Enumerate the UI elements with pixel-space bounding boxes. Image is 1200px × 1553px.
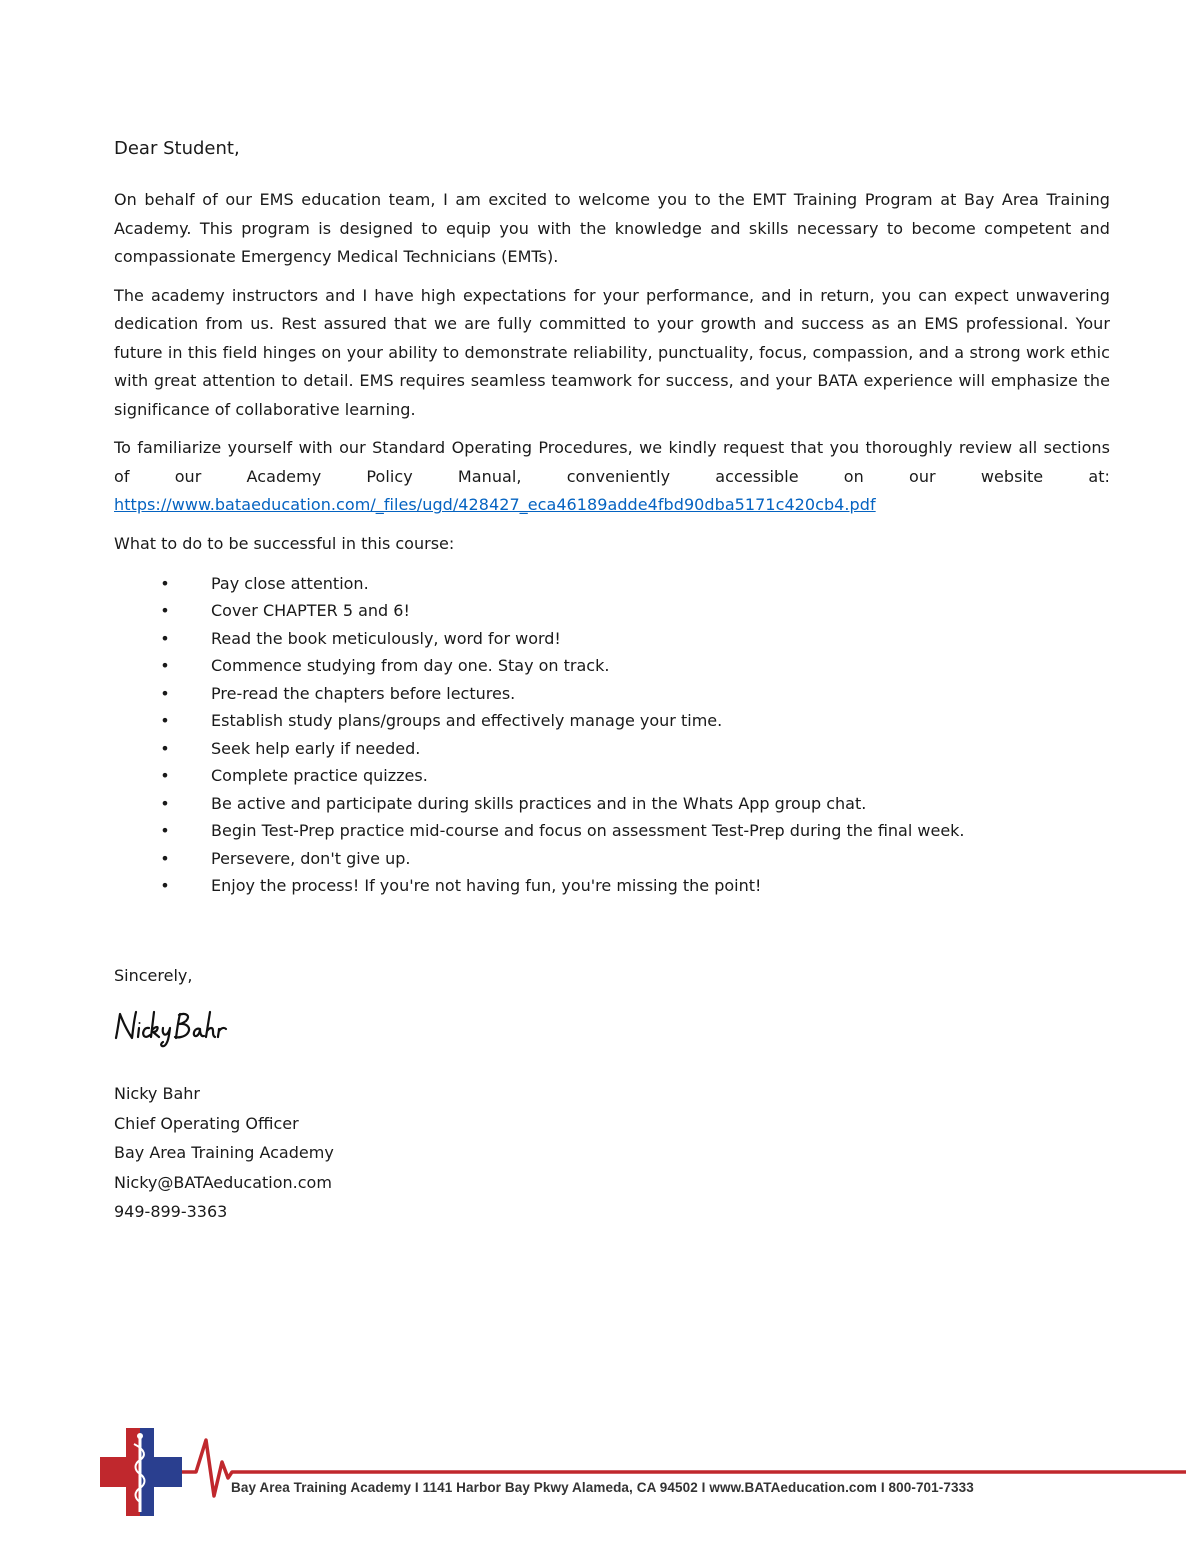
list-item xyxy=(114,680,1110,708)
list-item xyxy=(114,872,1110,900)
sender-title: Chief Operating Officer xyxy=(114,1113,299,1133)
list-item xyxy=(114,597,1110,625)
list-item-text: Be active and participate during skills practices and in the Whats App group chat. xyxy=(211,793,867,813)
bullet-icon: • xyxy=(160,793,170,813)
letter-body xyxy=(114,136,1110,900)
bullet-icon: • xyxy=(160,766,170,785)
sender-name: Nicky Bahr xyxy=(114,1084,200,1103)
bullet-icon: • xyxy=(160,821,170,840)
list-item-text: Persevere, don't give up. xyxy=(211,848,411,868)
medical-cross-caduceus-icon xyxy=(100,1428,182,1516)
bullet-icon: • xyxy=(160,656,170,675)
list-item-text: Seek help early if needed. xyxy=(211,738,421,758)
list-item-text: Enjoy the process! If you're not having fun, you're missing the point! xyxy=(211,876,762,895)
list-item-text: Cover CHAPTER 5 and 6! xyxy=(211,601,410,620)
sender-organization: Bay Area Training Academy xyxy=(114,1143,334,1162)
list-item xyxy=(114,762,1110,790)
bullet-icon: • xyxy=(160,738,170,758)
paragraph-policy xyxy=(114,434,1110,520)
signature-image xyxy=(112,1006,242,1050)
bullet-icon: • xyxy=(160,711,170,730)
list-item-text: Commence studying from day one. Stay on track. xyxy=(211,656,610,675)
list-item xyxy=(114,625,1110,653)
list-item xyxy=(114,652,1110,680)
policy-manual-link[interactable]: https://www.bataeducation.com/_files/ugd/428427_eca46189adde4fbd90dba5171c420cb4.pdf xyxy=(114,495,876,514)
list-item xyxy=(114,570,1110,598)
bullet-icon: • xyxy=(160,601,170,620)
list-item-text: Begin Test-Prep practice mid-course and focus on assessment Test-Prep during the final week. xyxy=(211,821,965,840)
success-tips-list xyxy=(114,570,1110,900)
bullet-icon: • xyxy=(160,848,170,868)
list-item-text: Pay close attention. xyxy=(211,573,369,593)
list-item-text: Establish study plans/groups and effectively manage your time. xyxy=(211,711,723,730)
bullet-icon: • xyxy=(160,683,170,703)
bullet-icon: • xyxy=(160,573,170,593)
policy-text: To familiarize yourself with our Standard Operating Procedures, we kindly request that you thoroughly review all sections of our Academy Policy Manual, conveniently accessible on our website at: xyxy=(114,438,1110,486)
footer-logo-banner xyxy=(96,1428,1186,1518)
bullet-icon: • xyxy=(160,876,170,895)
greeting: Dear Student, xyxy=(114,138,240,159)
paragraph-welcome: On behalf of our EMS education team, I am excited to welcome you to the EMT Training Program at Bay Area Training Academy. This program is designed to equip you with the knowledge and skills necessary to become competent and compassionate Emergency Medical Technicians (EMTs). xyxy=(114,190,1110,266)
list-item xyxy=(114,845,1110,873)
list-item xyxy=(114,707,1110,735)
sender-phone: 949-899-3363 xyxy=(114,1202,228,1221)
list-item-text: Pre-read the chapters before lectures. xyxy=(211,683,516,703)
closing: Sincerely, xyxy=(114,966,193,985)
sender-email: Nicky@BATAeducation.com xyxy=(114,1172,332,1192)
list-item xyxy=(114,817,1110,845)
footer-contact-line: Bay Area Training Academy I 1141 Harbor Bay Pkwy Alameda, CA 94502 I www.BATAeducation.com I 800-701-7333 xyxy=(231,1480,974,1495)
paragraph-expectations: The academy instructors and I have high expectations for your performance, and in return, you can expect unwavering dedication from us. Rest assured that we are fully committed to your growth and success as an EMS professional. Your future in this field hinges on your ability to demonstrate reliability, punctuality, focus, compassion, and a strong work ethic with great attention to detail. EMS requires seamless teamwork for success, and your BATA experience will emphasize the significance of collaborative learning. xyxy=(114,285,1110,419)
tips-heading: What to do to be successful in this course: xyxy=(114,533,455,553)
list-item xyxy=(114,735,1110,763)
list-item xyxy=(114,790,1110,818)
list-item-text: Complete practice quizzes. xyxy=(211,766,428,785)
sender-block xyxy=(114,1079,334,1227)
list-item-text: Read the book meticulously, word for word! xyxy=(211,628,561,648)
bullet-icon: • xyxy=(160,628,170,648)
